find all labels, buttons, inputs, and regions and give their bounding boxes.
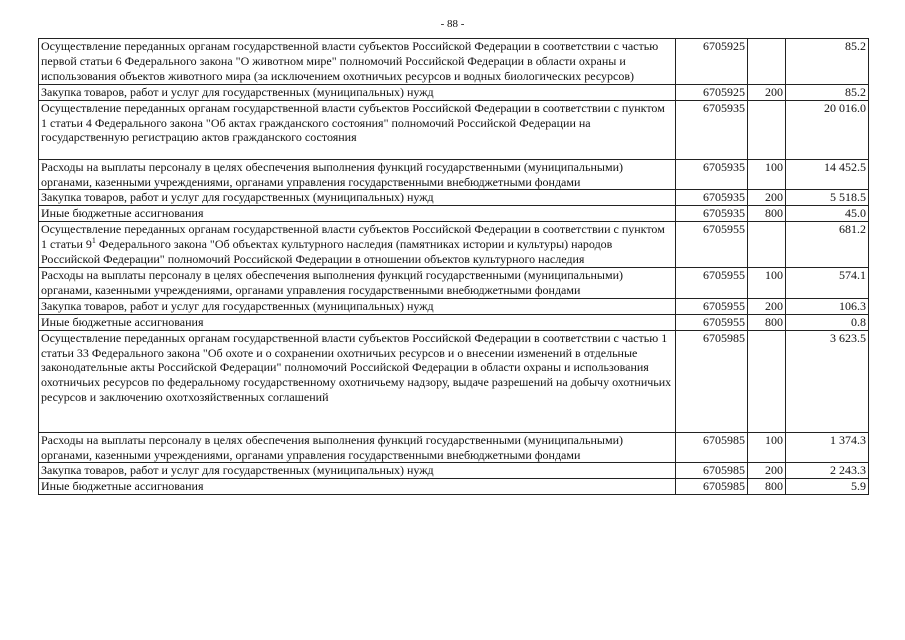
row-amount: 574.1 xyxy=(786,267,869,298)
row-description: Закупка товаров, работ и услуг для государственных (муниципальных) нужд xyxy=(39,84,676,100)
row-target-code: 6705955 xyxy=(676,267,748,298)
table-row xyxy=(39,206,869,222)
row-expense-type: 200 xyxy=(748,84,786,100)
row-target-code: 6705935 xyxy=(676,206,748,222)
table-row xyxy=(39,463,869,479)
row-target-code: 6705925 xyxy=(676,84,748,100)
row-description-text-continued: Федерального закона "Об объектах культурного наследия (памятниках истории и культуры) народов Российской Федерации" полномочий Российской Федерации в отношении объектов культурного наследия xyxy=(41,237,613,267)
row-target-code: 6705925 xyxy=(676,39,748,85)
row-amount: 2 243.3 xyxy=(786,463,869,479)
row-amount: 20 016.0 xyxy=(786,100,869,159)
table-row xyxy=(39,222,869,268)
row-expense-type xyxy=(748,100,786,159)
row-target-code: 6705985 xyxy=(676,432,748,463)
row-amount: 106.3 xyxy=(786,298,869,314)
row-description: Осуществление переданных органам государственной власти субъектов Российской Федерации в соответствии с частью первой статьи 6 Федерального закона "О животном мире" полномочий Российской Федерации в области охраны и использования объектов животного мира (за исключением охотничьих ресурсов и водных биологических ресурсов) xyxy=(39,39,676,85)
row-target-code: 6705935 xyxy=(676,100,748,159)
table-row xyxy=(39,190,869,206)
row-description: Осуществление переданных органам государственной власти субъектов Российской Федерации в соответствии с пунктом 1 статьи 4 Федерального закона "Об актах гражданского состояния" полномочий Российской Федерации на государственную регистрацию актов гражданского состояния xyxy=(39,100,676,159)
row-expense-type: 800 xyxy=(748,314,786,330)
table-row xyxy=(39,39,869,85)
row-amount: 681.2 xyxy=(786,222,869,268)
row-expense-type: 800 xyxy=(748,206,786,222)
page-number: - 88 - xyxy=(440,18,465,30)
table-row xyxy=(39,298,869,314)
row-description: Закупка товаров, работ и услуг для государственных (муниципальных) нужд xyxy=(39,463,676,479)
row-target-code: 6705935 xyxy=(676,159,748,190)
row-expense-type: 100 xyxy=(748,432,786,463)
row-expense-type: 200 xyxy=(748,298,786,314)
row-description: Иные бюджетные ассигнования xyxy=(39,479,676,495)
footnote-superscript: 1 xyxy=(91,236,96,246)
row-description xyxy=(39,222,676,268)
row-target-code: 6705985 xyxy=(676,479,748,495)
row-expense-type: 100 xyxy=(748,159,786,190)
row-target-code: 6705985 xyxy=(676,330,748,432)
row-amount: 1 374.3 xyxy=(786,432,869,463)
row-description: Расходы на выплаты персоналу в целях обеспечения выполнения функций государственными (муниципальными) органами, казенными учреждениями, органами управления государственными внебюджетными фондами xyxy=(39,432,676,463)
row-target-code: 6705985 xyxy=(676,463,748,479)
table-row xyxy=(39,159,869,190)
table-row xyxy=(39,330,869,432)
row-description-text: Осуществление переданных органам государственной власти субъектов Российской Федерации в соответствии с пунктом 1 статьи 9 xyxy=(41,222,665,252)
row-expense-type xyxy=(748,39,786,85)
row-amount: 0.8 xyxy=(786,314,869,330)
row-target-code: 6705935 xyxy=(676,190,748,206)
row-description: Иные бюджетные ассигнования xyxy=(39,206,676,222)
row-amount: 85.2 xyxy=(786,84,869,100)
row-description: Расходы на выплаты персоналу в целях обеспечения выполнения функций государственными (муниципальными) органами, казенными учреждениями, органами управления государственными внебюджетными фондами xyxy=(39,267,676,298)
row-expense-type xyxy=(748,330,786,432)
row-amount: 14 452.5 xyxy=(786,159,869,190)
table-row xyxy=(39,267,869,298)
row-expense-type: 100 xyxy=(748,267,786,298)
row-amount: 85.2 xyxy=(786,39,869,85)
table-row xyxy=(39,314,869,330)
row-description: Закупка товаров, работ и услуг для государственных (муниципальных) нужд xyxy=(39,298,676,314)
row-description: Иные бюджетные ассигнования xyxy=(39,314,676,330)
row-description: Расходы на выплаты персоналу в целях обеспечения выполнения функций государственными (муниципальными) органами, казенными учреждениями, органами управления государственными внебюджетными фондами xyxy=(39,159,676,190)
row-amount: 3 623.5 xyxy=(786,330,869,432)
row-expense-type: 200 xyxy=(748,463,786,479)
row-description: Закупка товаров, работ и услуг для государственных (муниципальных) нужд xyxy=(39,190,676,206)
table-row xyxy=(39,479,869,495)
table-row xyxy=(39,84,869,100)
budget-table xyxy=(38,38,869,495)
row-description: Осуществление переданных органам государственной власти субъектов Российской Федерации в соответствии с частью 1 статьи 33 Федерального закона "Об охоте и о сохранении охотничьих ресурсов и о внесении изменений в отдельные законодательные акты Российской Федерации" полномочий Российской Федерации в области охраны и использования охотничьих ресурсов по федеральному государственному охотничьему надзору, выдаче разрешений на добычу охотничьих ресурсов и заключению охотхозяйственных соглашений xyxy=(39,330,676,432)
row-amount: 5 518.5 xyxy=(786,190,869,206)
row-target-code: 6705955 xyxy=(676,298,748,314)
table-row xyxy=(39,100,869,159)
row-expense-type: 200 xyxy=(748,190,786,206)
row-target-code: 6705955 xyxy=(676,222,748,268)
row-amount: 5.9 xyxy=(786,479,869,495)
table-row xyxy=(39,432,869,463)
row-expense-type: 800 xyxy=(748,479,786,495)
row-target-code: 6705955 xyxy=(676,314,748,330)
row-expense-type xyxy=(748,222,786,268)
row-amount: 45.0 xyxy=(786,206,869,222)
